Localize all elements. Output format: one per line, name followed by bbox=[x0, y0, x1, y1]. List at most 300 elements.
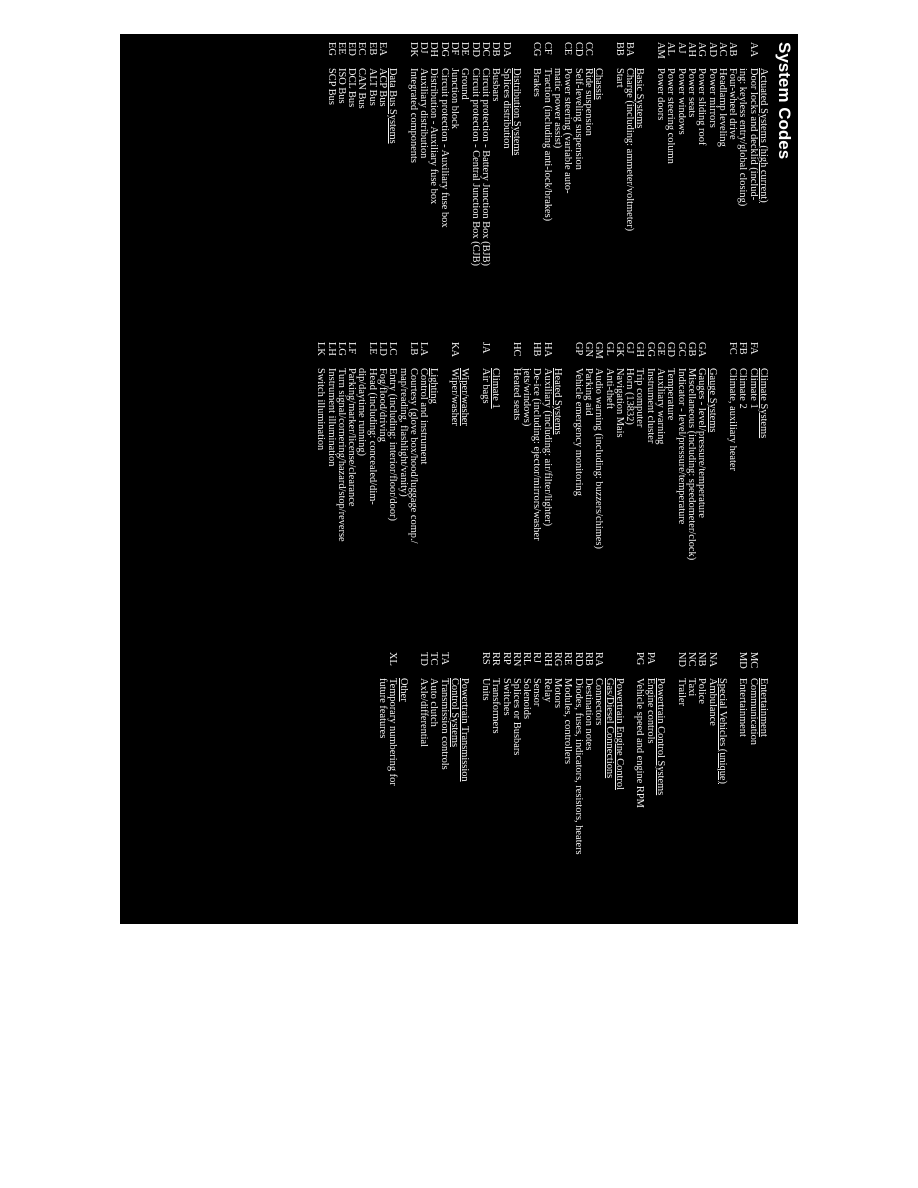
system-code: RG bbox=[552, 652, 564, 667]
code-row bbox=[428, 652, 438, 922]
code-row bbox=[449, 342, 459, 632]
system-code: GD bbox=[665, 342, 677, 358]
heading-text: Wiper/washer bbox=[459, 368, 471, 426]
heading-indent bbox=[758, 342, 768, 368]
system-description: Climate, auxiliary heater bbox=[727, 368, 739, 471]
system-code: PA bbox=[644, 652, 656, 665]
system-description: Ambulance bbox=[706, 678, 718, 726]
system-code: GC bbox=[675, 342, 687, 357]
system-description: Engine controls bbox=[644, 678, 656, 744]
system-description: Temperature bbox=[665, 368, 677, 421]
section-heading bbox=[706, 342, 716, 632]
code-row bbox=[583, 342, 593, 632]
system-description: Connectors bbox=[593, 678, 605, 726]
heading-text: Powertrain Engine Control bbox=[613, 678, 625, 790]
system-description: Vehicle speed and engine RPM bbox=[634, 678, 646, 808]
system-section bbox=[418, 652, 469, 922]
system-description: Climate 2 bbox=[737, 368, 749, 409]
heading-text: Climate Systems bbox=[758, 368, 769, 439]
system-description: Instrument cluster bbox=[644, 368, 656, 444]
section-heading bbox=[511, 42, 521, 322]
column-1 bbox=[315, 42, 768, 322]
heading-text: Actuated Systems (high current) bbox=[758, 68, 769, 203]
system-code: LH bbox=[325, 342, 337, 356]
system-description: jets/windows) bbox=[521, 368, 533, 427]
system-description: Headlamp leveling bbox=[716, 68, 728, 147]
system-code: GJ bbox=[624, 342, 636, 354]
system-description: Head (including: concealed/dim- bbox=[366, 368, 378, 505]
system-description: ALT Bus bbox=[366, 68, 378, 106]
system-description: Audio warning (including: buzzers/chimes) bbox=[593, 368, 605, 549]
system-code: DF bbox=[449, 42, 461, 56]
code-row bbox=[686, 652, 696, 922]
code-row bbox=[449, 42, 459, 322]
code-row bbox=[624, 42, 634, 322]
code-row bbox=[418, 42, 428, 322]
heading-indent bbox=[758, 652, 768, 678]
code-row bbox=[624, 342, 634, 632]
system-description: Circuit protection - Battery Junction Box (BJB) bbox=[479, 68, 491, 266]
system-code: FB bbox=[737, 342, 749, 355]
system-code: AA bbox=[747, 42, 759, 58]
code-row bbox=[480, 42, 490, 322]
system-code: LA bbox=[418, 342, 430, 356]
code-row bbox=[593, 342, 603, 632]
heading-text: Climate 1 bbox=[490, 368, 502, 409]
system-code: JA bbox=[479, 342, 491, 354]
document-page bbox=[120, 34, 798, 924]
code-row bbox=[511, 652, 521, 922]
system-code bbox=[552, 42, 562, 68]
system-description: Climate 1 bbox=[747, 368, 759, 409]
heading-text: Chassis bbox=[593, 68, 605, 100]
system-description: Courtesy (glove box/hood/luggage comp./ bbox=[407, 368, 419, 544]
system-code: AG bbox=[696, 42, 708, 58]
system-description: Start bbox=[613, 68, 625, 88]
system-code: RJ bbox=[531, 652, 543, 663]
system-code: LC bbox=[387, 342, 399, 356]
code-row bbox=[572, 342, 582, 632]
system-description: Trailer bbox=[675, 678, 687, 706]
code-row bbox=[747, 42, 757, 322]
system-code: MD bbox=[737, 652, 749, 669]
code-row bbox=[366, 42, 376, 322]
heading-indent bbox=[490, 342, 500, 368]
code-row bbox=[346, 342, 356, 632]
system-code: DJ bbox=[418, 42, 430, 54]
code-row bbox=[377, 342, 387, 632]
code-row bbox=[644, 652, 654, 922]
system-code: NC bbox=[685, 652, 697, 667]
code-row bbox=[614, 42, 624, 322]
code-row bbox=[490, 652, 500, 922]
heading-text: Other bbox=[397, 678, 409, 702]
heading-indent bbox=[459, 652, 469, 678]
system-code: HB bbox=[531, 342, 543, 357]
system-description: Relay bbox=[541, 678, 553, 703]
system-section bbox=[377, 652, 408, 922]
system-code: HC bbox=[510, 342, 522, 357]
system-code: AM bbox=[655, 42, 667, 59]
system-description: Air bags bbox=[479, 368, 491, 404]
system-code: BB bbox=[613, 42, 625, 56]
system-description: Junction block bbox=[449, 68, 461, 129]
code-row bbox=[377, 652, 387, 922]
system-code: CF bbox=[541, 42, 553, 55]
system-code: EC bbox=[356, 42, 368, 56]
section-heading bbox=[459, 342, 469, 632]
heading-text: Powertrain Transmission bbox=[459, 678, 471, 782]
system-code: TA bbox=[438, 652, 450, 666]
heading-indent bbox=[614, 652, 624, 678]
section-heading bbox=[758, 342, 768, 632]
system-code: GB bbox=[685, 342, 697, 357]
system-code: DB bbox=[490, 42, 502, 57]
code-row bbox=[675, 342, 685, 632]
section-heading bbox=[603, 652, 613, 922]
rotated-content bbox=[120, 34, 798, 924]
system-code: BA bbox=[624, 42, 636, 57]
code-row bbox=[737, 652, 747, 922]
system-description: Integrated components bbox=[407, 68, 419, 163]
system-description: Transformers bbox=[490, 678, 502, 734]
system-description: Power seats bbox=[685, 68, 697, 118]
heading-text: Special Vehicles (unique) bbox=[716, 678, 728, 784]
heading-indent bbox=[717, 652, 727, 678]
heading-indent bbox=[397, 652, 407, 678]
system-description: Diodes, fuses, indicators, resistors, heaters bbox=[572, 678, 584, 855]
system-description: dip/daytime running) bbox=[356, 368, 368, 457]
system-code: GP bbox=[572, 342, 584, 356]
heading-indent bbox=[511, 42, 521, 68]
system-description: Auxiliary distribution bbox=[418, 68, 430, 159]
code-row bbox=[655, 342, 665, 632]
system-description: Splices or Busbars bbox=[510, 678, 522, 756]
system-code: DG bbox=[438, 42, 450, 58]
code-row bbox=[686, 42, 696, 322]
code-row bbox=[541, 42, 551, 322]
system-code: NB bbox=[696, 652, 708, 667]
system-description: Charge (including: ammeter/voltmeter) bbox=[624, 68, 636, 232]
system-description: Auxiliary warning bbox=[655, 368, 667, 445]
system-description: Control and instrument bbox=[418, 368, 430, 465]
code-row bbox=[490, 42, 500, 322]
code-row bbox=[541, 652, 551, 922]
system-description: Sensor bbox=[531, 678, 543, 707]
code-row bbox=[562, 42, 572, 322]
code-row bbox=[583, 42, 593, 322]
heading-text: Gas/Diesel Connections bbox=[603, 678, 615, 779]
system-code: AH bbox=[685, 42, 697, 58]
code-row bbox=[541, 342, 551, 632]
code-row bbox=[696, 652, 706, 922]
code-row bbox=[665, 42, 675, 322]
system-code: RN bbox=[510, 652, 522, 667]
heading-indent bbox=[655, 652, 665, 678]
system-code: DC bbox=[479, 42, 491, 57]
code-row bbox=[500, 652, 510, 922]
system-code: GM bbox=[593, 342, 605, 359]
code-row bbox=[706, 652, 716, 922]
system-description: Communication bbox=[747, 678, 759, 745]
section-heading bbox=[758, 42, 768, 322]
code-row bbox=[747, 652, 757, 922]
system-code: GK bbox=[613, 342, 625, 358]
system-code: AJ bbox=[675, 42, 687, 54]
system-description: Power steering column bbox=[665, 68, 677, 164]
system-description: Traction (including anti-lock/brakes) bbox=[541, 68, 553, 222]
code-row bbox=[614, 342, 624, 632]
code-row bbox=[696, 42, 706, 322]
system-section bbox=[675, 652, 726, 922]
system-description: Distribution - Auxiliary fuse box bbox=[428, 68, 440, 205]
system-section bbox=[480, 652, 624, 922]
system-code: CC bbox=[582, 42, 594, 56]
system-code: FA bbox=[747, 342, 759, 355]
system-code: GE bbox=[655, 342, 667, 356]
code-row bbox=[418, 342, 428, 632]
section-heading bbox=[655, 652, 665, 922]
system-description: Turn signal/cornering/hazard/stop/reverse bbox=[335, 368, 347, 542]
system-section bbox=[480, 342, 501, 632]
code-row bbox=[511, 342, 521, 632]
section-heading bbox=[717, 652, 727, 922]
code-row bbox=[655, 42, 665, 322]
code-row bbox=[408, 42, 418, 322]
system-description: ing: keyless entry/global closing) bbox=[737, 68, 749, 207]
code-row bbox=[377, 42, 387, 322]
system-code bbox=[377, 652, 387, 678]
heading-indent bbox=[552, 342, 562, 368]
system-description: future features bbox=[377, 678, 389, 739]
code-row bbox=[500, 42, 510, 322]
system-description: SCP Bus bbox=[325, 68, 337, 105]
code-row bbox=[727, 342, 737, 632]
system-description: ISO Bus bbox=[335, 68, 347, 104]
system-description: Ground bbox=[459, 68, 471, 100]
system-code: CG bbox=[531, 42, 543, 57]
section-heading bbox=[593, 42, 603, 322]
system-code: EA bbox=[377, 42, 389, 56]
system-code: RE bbox=[562, 652, 574, 666]
system-code: EB bbox=[366, 42, 378, 56]
heading-text: Control Systems bbox=[449, 678, 461, 747]
column-2 bbox=[305, 342, 768, 632]
code-row bbox=[521, 652, 531, 922]
system-description: Indicator - level/pressure/temperature bbox=[675, 368, 687, 525]
system-description: Entertainment bbox=[737, 678, 749, 737]
system-code: XL bbox=[387, 652, 399, 666]
system-code: AD bbox=[706, 42, 718, 58]
system-description: De-ice (including: ejector/mirrors/washer bbox=[531, 368, 543, 541]
system-code: AC bbox=[716, 42, 728, 57]
heading-text: Powertrain Control Systems bbox=[655, 678, 667, 796]
code-row bbox=[552, 42, 562, 322]
section-heading bbox=[758, 652, 768, 922]
system-description: Instrument illumination bbox=[325, 368, 337, 467]
system-section bbox=[572, 342, 716, 632]
system-description: Axle/differential bbox=[418, 678, 430, 748]
system-code: LK bbox=[315, 342, 327, 356]
system-code: GL bbox=[603, 342, 615, 356]
system-description: Miscellaneous (including: speedometer/clock) bbox=[685, 368, 697, 561]
system-code: DD bbox=[469, 42, 481, 58]
code-row bbox=[459, 42, 469, 322]
system-section bbox=[614, 42, 645, 322]
system-description: Busbars bbox=[490, 68, 502, 102]
heading-text: Gauge Systems bbox=[706, 368, 718, 433]
code-row bbox=[675, 42, 685, 322]
heading-text: Data Bus Systems bbox=[387, 68, 399, 144]
system-code: CE bbox=[562, 42, 574, 56]
code-row bbox=[747, 342, 757, 632]
system-description: Police bbox=[696, 678, 708, 704]
system-code: DK bbox=[407, 42, 419, 58]
system-code: DH bbox=[428, 42, 440, 58]
system-section bbox=[315, 342, 439, 632]
system-description: Fog/flood/driving bbox=[377, 368, 389, 442]
system-description: ACP Bus bbox=[377, 68, 389, 107]
system-description: DCL Bus bbox=[346, 68, 358, 108]
system-code: AL bbox=[665, 42, 677, 56]
section-heading bbox=[397, 652, 407, 922]
system-section bbox=[634, 652, 665, 922]
system-code: FC bbox=[727, 342, 739, 355]
code-row bbox=[706, 42, 716, 322]
code-row bbox=[480, 652, 490, 922]
system-section bbox=[531, 42, 603, 322]
system-code: RA bbox=[593, 652, 605, 667]
system-description: Modules, controllers bbox=[562, 678, 574, 764]
system-description: Self-leveling suspension bbox=[572, 68, 584, 170]
system-code: RD bbox=[572, 652, 584, 667]
heading-indent bbox=[758, 42, 768, 68]
heading-text: Distribution Systems bbox=[510, 68, 522, 156]
code-row bbox=[572, 652, 582, 922]
code-row bbox=[675, 652, 685, 922]
system-code: RH bbox=[541, 652, 553, 667]
system-code: RB bbox=[582, 652, 594, 666]
heading-indent bbox=[387, 42, 397, 68]
system-description: Transmission controls bbox=[438, 678, 450, 770]
system-description: Taxi bbox=[685, 678, 697, 697]
system-description: Power sliding roof bbox=[696, 68, 708, 146]
heading-indent bbox=[706, 342, 716, 368]
code-row bbox=[387, 342, 397, 632]
system-code: LE bbox=[366, 342, 378, 355]
code-row bbox=[521, 342, 531, 632]
code-row bbox=[665, 342, 675, 632]
system-code: LD bbox=[377, 342, 389, 356]
heading-text: Entertainment bbox=[758, 678, 769, 737]
heading-indent bbox=[428, 342, 438, 368]
system-section bbox=[449, 342, 470, 632]
system-description: Wiper/washer bbox=[449, 368, 461, 426]
system-description: Motors bbox=[552, 678, 564, 709]
heading-text: Basic Systems bbox=[634, 68, 646, 129]
system-description: Heated seats bbox=[510, 368, 522, 421]
system-description: CAN Bus bbox=[356, 68, 368, 109]
system-description: Units bbox=[479, 678, 491, 701]
system-code: KA bbox=[449, 342, 461, 358]
code-row bbox=[356, 342, 366, 632]
system-code: DA bbox=[500, 42, 512, 58]
system-code: LG bbox=[335, 342, 347, 356]
system-description: Parking/marker/license/clearance bbox=[346, 368, 358, 507]
code-row bbox=[727, 42, 737, 322]
system-code: RL bbox=[521, 652, 533, 666]
heading-text: Lighting bbox=[428, 368, 440, 404]
heading-indent bbox=[449, 652, 459, 678]
system-description: Trip computer bbox=[634, 368, 646, 428]
code-row bbox=[325, 342, 335, 632]
system-code: TC bbox=[428, 652, 440, 666]
system-description: Parking aid bbox=[582, 368, 594, 416]
system-description: map/reading, flashlight/vanity) bbox=[397, 368, 409, 497]
system-description: Power doors bbox=[655, 68, 667, 121]
section-heading bbox=[449, 652, 459, 922]
system-description: Switch illumination bbox=[315, 368, 327, 451]
system-code: RS bbox=[479, 652, 491, 665]
code-row bbox=[387, 652, 397, 922]
system-section bbox=[325, 42, 397, 322]
code-row bbox=[336, 42, 346, 322]
system-description: Brakes bbox=[531, 68, 543, 97]
system-section bbox=[727, 342, 768, 632]
code-row bbox=[531, 42, 541, 322]
section-heading bbox=[428, 342, 438, 632]
system-code: GN bbox=[582, 342, 594, 358]
system-section bbox=[737, 652, 768, 922]
system-code: CD bbox=[572, 42, 584, 57]
heading-text: Heated Systems bbox=[552, 368, 564, 435]
code-row bbox=[583, 652, 593, 922]
code-row bbox=[408, 342, 418, 632]
section-heading bbox=[387, 42, 397, 322]
section-heading bbox=[614, 652, 624, 922]
system-section bbox=[511, 342, 562, 632]
system-description: Power steering (variable auto- bbox=[562, 68, 574, 194]
section-heading bbox=[552, 342, 562, 632]
system-code: GA bbox=[696, 342, 708, 358]
code-row bbox=[325, 42, 335, 322]
system-description: Power windows bbox=[675, 68, 687, 135]
system-description: Solenoids bbox=[521, 678, 533, 719]
heading-indent bbox=[634, 42, 644, 68]
code-row bbox=[366, 342, 376, 632]
system-description: Horn (13832) bbox=[624, 368, 636, 425]
system-description: matic power assist) bbox=[552, 68, 564, 149]
system-description: Gauges - level/pressure/temperature bbox=[696, 368, 708, 519]
code-row bbox=[428, 42, 438, 322]
system-description: Circuit protection - Central Junction Box (CJB) bbox=[469, 68, 481, 266]
system-code: AB bbox=[727, 42, 739, 57]
system-code: ND bbox=[675, 652, 687, 668]
heading-indent bbox=[459, 342, 469, 368]
system-code: PG bbox=[634, 652, 646, 666]
code-row bbox=[737, 342, 747, 632]
column-3 bbox=[366, 652, 768, 922]
code-row bbox=[480, 342, 490, 632]
code-row bbox=[634, 652, 644, 922]
code-row bbox=[696, 342, 706, 632]
system-code: DE bbox=[459, 42, 471, 56]
system-code: EG bbox=[325, 42, 337, 56]
section-heading bbox=[490, 342, 500, 632]
system-code bbox=[397, 342, 407, 368]
system-code bbox=[737, 42, 747, 68]
code-row bbox=[439, 652, 449, 922]
